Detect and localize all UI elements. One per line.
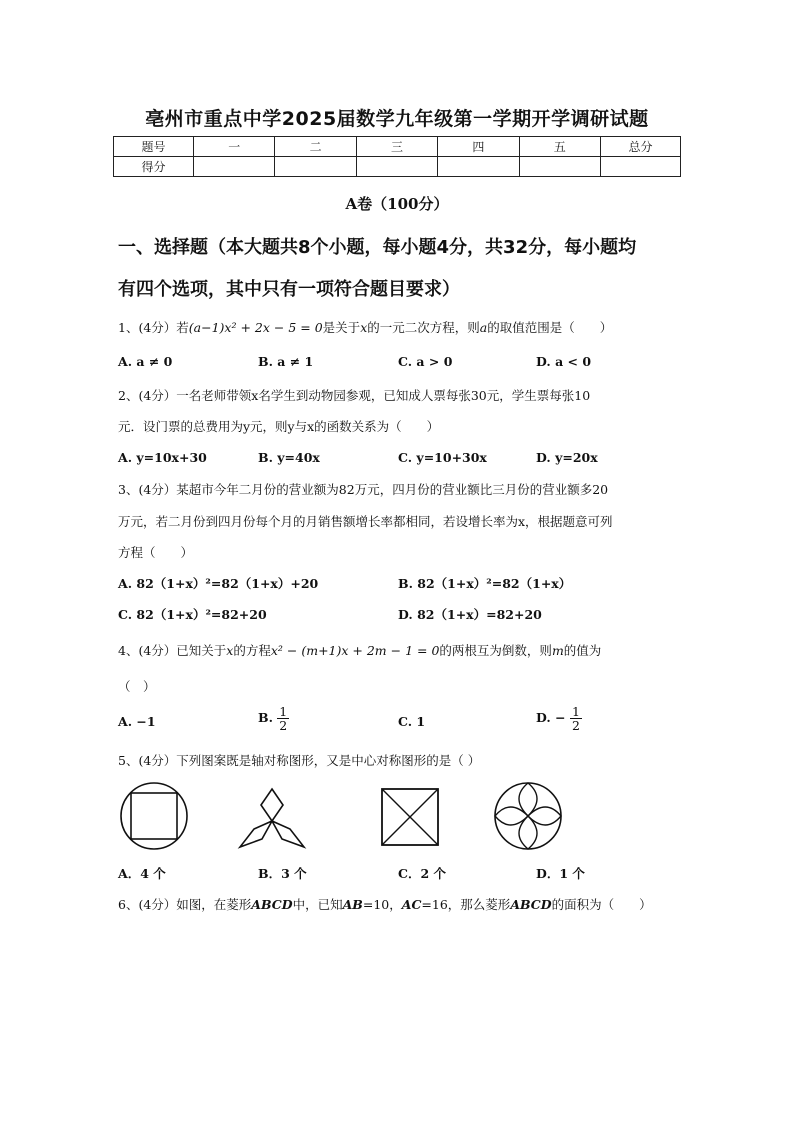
fraction-numerator: 1 <box>279 704 288 719</box>
q3-option-c[interactable]: C. 82（1+x）²=82+20 <box>118 607 267 622</box>
table-cell <box>356 157 437 177</box>
q1-number: 1、(4分）若 <box>118 320 189 335</box>
q4-option-a[interactable]: A. −1 <box>118 714 156 729</box>
fraction-denominator: 2 <box>571 718 580 734</box>
q4-option-b-fraction <box>277 705 289 732</box>
question-6 <box>118 895 652 913</box>
section-heading-line1: 一、选择题（本大题共8个小题，每小题4分，共32分，每小题均 <box>118 237 637 258</box>
q1-var-a: a <box>479 320 488 335</box>
score-table-score-row <box>114 157 681 177</box>
question-3-line3: 方程（ ） <box>118 545 194 560</box>
q6-ab-value: =10， <box>362 897 402 912</box>
q5-option-a[interactable]: A．4 个 <box>118 866 166 881</box>
q6-text2: 的面积为（ ） <box>551 897 652 912</box>
q5-option-c[interactable]: C．2 个 <box>398 866 446 881</box>
q1-var-x: x <box>360 320 368 335</box>
q6-abcd2: ABCD <box>510 897 552 912</box>
score-table-header-row <box>114 137 681 157</box>
q4-option-d[interactable] <box>536 705 582 732</box>
table-cell <box>275 157 356 177</box>
table-cell: 二 <box>275 137 356 157</box>
score-table <box>113 136 681 177</box>
q1-option-b[interactable]: B. a ≠ 1 <box>258 354 314 369</box>
table-cell <box>194 157 275 177</box>
question-2-line2: 元．设门票的总费用为y元，则y与x的函数关系为（ ） <box>118 419 440 434</box>
q3-option-b[interactable]: B. 82（1+x）²=82（1+x） <box>398 576 572 591</box>
q4-text2: 的两根互为倒数，则 <box>439 643 552 658</box>
table-cell <box>519 157 600 177</box>
table-cell: 三 <box>356 137 437 157</box>
question-5: 5、(4分）下列图案既是轴对称图形，又是中心对称图形的是（ ） <box>118 753 481 768</box>
q4-text: 的方程 <box>233 643 271 658</box>
q6-abcd: ABCD <box>251 897 293 912</box>
q1-option-a[interactable]: A. a ≠ 0 <box>118 354 173 369</box>
q4-var-x: x <box>226 643 234 658</box>
q1-text2: 的一元二次方程，则 <box>367 320 480 335</box>
q3-option-d[interactable]: D. 82（1+x）=82+20 <box>398 607 542 622</box>
q2-option-c[interactable]: C. y=10+30x <box>398 450 487 465</box>
q6-ac-value: =16，那么菱形 <box>421 897 511 912</box>
q3-option-a[interactable]: A. 82（1+x）²=82（1+x）+20 <box>118 576 319 591</box>
section-a-title: A卷（100分） <box>345 195 449 213</box>
table-cell: 题号 <box>114 137 194 157</box>
q4-option-c[interactable]: C. 1 <box>398 714 426 729</box>
section-heading-line2: 有四个选项，其中只有一项符合题目要求） <box>118 279 460 300</box>
q5-option-b[interactable]: B．3 个 <box>258 866 307 881</box>
q1-option-c[interactable]: C. a > 0 <box>398 354 453 369</box>
table-cell: 得分 <box>114 157 194 177</box>
fraction-denominator: 2 <box>279 718 288 734</box>
question-3-line2: 万元，若二月份到四月份每个月的月销售额增长率都相同，若设增长率为x，根据题意可列 <box>118 514 613 529</box>
q1-option-d[interactable]: D. a < 0 <box>536 354 592 369</box>
q4-option-b[interactable] <box>258 705 289 732</box>
q1-expression: (a−1)x² + 2x − 5 = 0 <box>188 320 323 335</box>
q6-ab: AB <box>342 897 363 912</box>
q4-option-d-label: D. − <box>536 710 566 726</box>
table-cell: 五 <box>519 137 600 157</box>
question-1 <box>118 318 612 336</box>
question-2-line1: 2、(4分）一名老师带领x名学生到动物园参观，已知成人票每张30元，学生票每张10 <box>118 388 591 403</box>
q4-var-m: m <box>551 643 564 658</box>
table-cell <box>438 157 519 177</box>
fraction-numerator: 1 <box>571 704 580 719</box>
q6-text: 中，已知 <box>292 897 343 912</box>
q6-ac: AC <box>401 897 422 912</box>
table-cell <box>601 157 681 177</box>
figure-four-petal-circle <box>492 780 564 852</box>
q4-expression: x² − (m+1)x + 2m − 1 = 0 <box>270 643 440 658</box>
q2-option-b[interactable]: B. y=40x <box>258 450 320 465</box>
q6-number: 6、(4分）如图，在菱形 <box>118 897 252 912</box>
q4-number: 4、(4分）已知关于 <box>118 643 227 658</box>
q2-option-a[interactable]: A. y=10x+30 <box>118 450 207 465</box>
exam-title: 亳州市重点中学2025届数学九年级第一学期开学调研试题 <box>145 108 649 130</box>
q2-option-d[interactable]: D. y=20x <box>536 450 598 465</box>
figure-square-in-circle <box>118 780 190 852</box>
figure-three-diamonds <box>236 785 308 853</box>
question-4 <box>118 641 601 659</box>
question-3-line1: 3、(4分）某超市今年二月份的营业额为82万元，四月份的营业额比三月份的营业额多20 <box>118 482 609 497</box>
figure-square-with-diagonals <box>380 787 440 847</box>
q4-option-d-fraction <box>570 705 582 732</box>
question-4-line2: （ ） <box>118 679 156 694</box>
q1-text: 是关于 <box>322 320 361 335</box>
q4-text3: 的值为 <box>563 643 602 658</box>
q5-option-d[interactable]: D．1 个 <box>536 866 585 881</box>
q4-option-b-label: B. <box>258 710 273 726</box>
table-cell: 四 <box>438 137 519 157</box>
table-cell: 总分 <box>601 137 681 157</box>
q1-text3: 的取值范围是（ ） <box>487 320 613 335</box>
table-cell: 一 <box>194 137 275 157</box>
